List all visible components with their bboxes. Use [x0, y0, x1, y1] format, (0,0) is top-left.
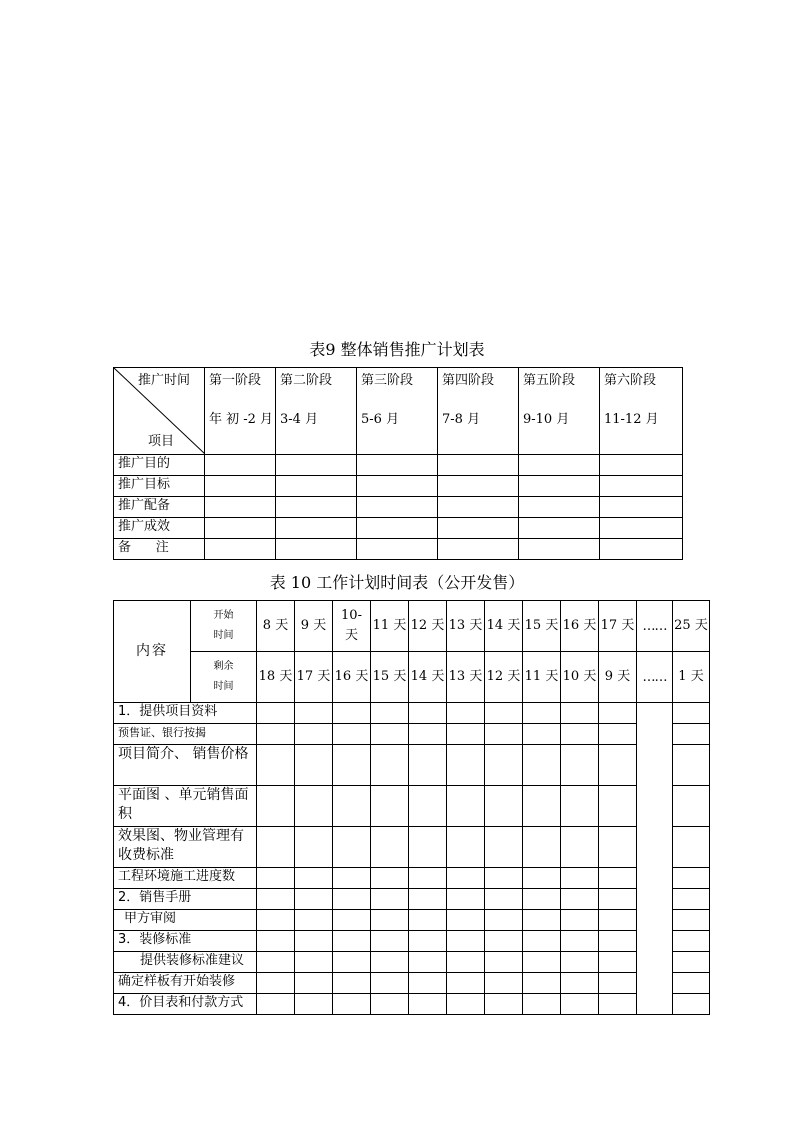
- ellipsis: ……: [637, 601, 673, 652]
- table-row: [114, 724, 710, 745]
- task-label: 2．销售手册: [114, 889, 257, 910]
- table-row: [114, 952, 710, 973]
- remain-day: 17 天: [295, 652, 333, 703]
- task-label: 甲方审阅: [114, 910, 257, 931]
- start-day: 14 天: [485, 601, 523, 652]
- table-row: [114, 994, 710, 1015]
- task-label: 项目简介、 销售价格: [114, 745, 257, 786]
- corner-header-cell: [114, 368, 205, 455]
- remain-day: 18 天: [257, 652, 295, 703]
- stage-header: 第四阶段 7-8 月: [438, 368, 519, 455]
- start-day: 11 天: [371, 601, 409, 652]
- remain-day: 10 天: [561, 652, 599, 703]
- table-row: [114, 827, 710, 868]
- task-label: 效果图、物业管理有收费标准: [114, 827, 257, 868]
- stage-header: 第五阶段 9-10 月: [519, 368, 600, 455]
- task-label: 确定样板有开始装修: [114, 973, 257, 994]
- table-row: [114, 910, 710, 931]
- work-schedule-table: [113, 600, 710, 1015]
- start-day: 9 天: [295, 601, 333, 652]
- task-label: 4．价目表和付款方式: [114, 994, 257, 1015]
- start-time-label: 开始 时间: [191, 601, 257, 652]
- start-day: 16 天: [561, 601, 599, 652]
- row-label: 备 注: [114, 539, 205, 560]
- task-label: 工程环境施工进度数: [114, 868, 257, 889]
- start-day: 12 天: [409, 601, 447, 652]
- start-day: 15 天: [523, 601, 561, 652]
- table-row: [114, 745, 710, 786]
- task-label: 预售证、银行按揭: [114, 724, 257, 745]
- remain-day: 11 天: [523, 652, 561, 703]
- remain-day: 9 天: [599, 652, 637, 703]
- stage-header: 第三阶段 5-6 月: [357, 368, 438, 455]
- remain-day: 14 天: [409, 652, 447, 703]
- task-label: 1．提供项目资料: [114, 703, 257, 724]
- ellipsis-column-cell: [637, 703, 673, 1015]
- table-row: [114, 868, 710, 889]
- sales-promotion-plan-table: [113, 367, 683, 560]
- start-day: 8 天: [257, 601, 295, 652]
- task-label: 3．装修标准: [114, 931, 257, 952]
- start-day: 10- 天: [333, 601, 371, 652]
- table-row: [114, 973, 710, 994]
- row-label: 推广成效: [114, 518, 205, 539]
- row-label: 推广目的: [114, 455, 205, 476]
- start-day: 17 天: [599, 601, 637, 652]
- table-row: [114, 703, 710, 724]
- table9-title: 表9 整体销售推广计划表: [309, 340, 485, 359]
- corner-bottom-label: 项目: [148, 434, 175, 449]
- remain-time-label: 剩余 时间: [191, 652, 257, 703]
- remain-day: 12 天: [485, 652, 523, 703]
- remain-day: 15 天: [371, 652, 409, 703]
- ellipsis: ……: [637, 652, 673, 703]
- task-label: 平面图 、单元销售面积: [114, 786, 257, 827]
- table-row: [114, 786, 710, 827]
- content-header: 内容: [114, 601, 191, 703]
- task-label: 提供装修标准建议: [114, 952, 257, 973]
- start-day: 13 天: [447, 601, 485, 652]
- stage-header: 第六阶段 11-12 月: [600, 368, 683, 455]
- table10-title: 表 10 工作计划时间表（公开发售）: [269, 573, 525, 592]
- remain-day: 1 天: [673, 652, 710, 703]
- start-day: 25 天: [673, 601, 710, 652]
- row-label: 推广目标: [114, 476, 205, 497]
- table-row: [114, 889, 710, 910]
- corner-top-label: 推广时间: [137, 373, 190, 388]
- remain-day: 16 天: [333, 652, 371, 703]
- table-row: [114, 931, 710, 952]
- row-label: 推广配备: [114, 497, 205, 518]
- remain-day: 13 天: [447, 652, 485, 703]
- stage-header: 第二阶段 3-4 月: [276, 368, 357, 455]
- stage-header: 第一阶段 年 初 -2 月: [205, 368, 276, 455]
